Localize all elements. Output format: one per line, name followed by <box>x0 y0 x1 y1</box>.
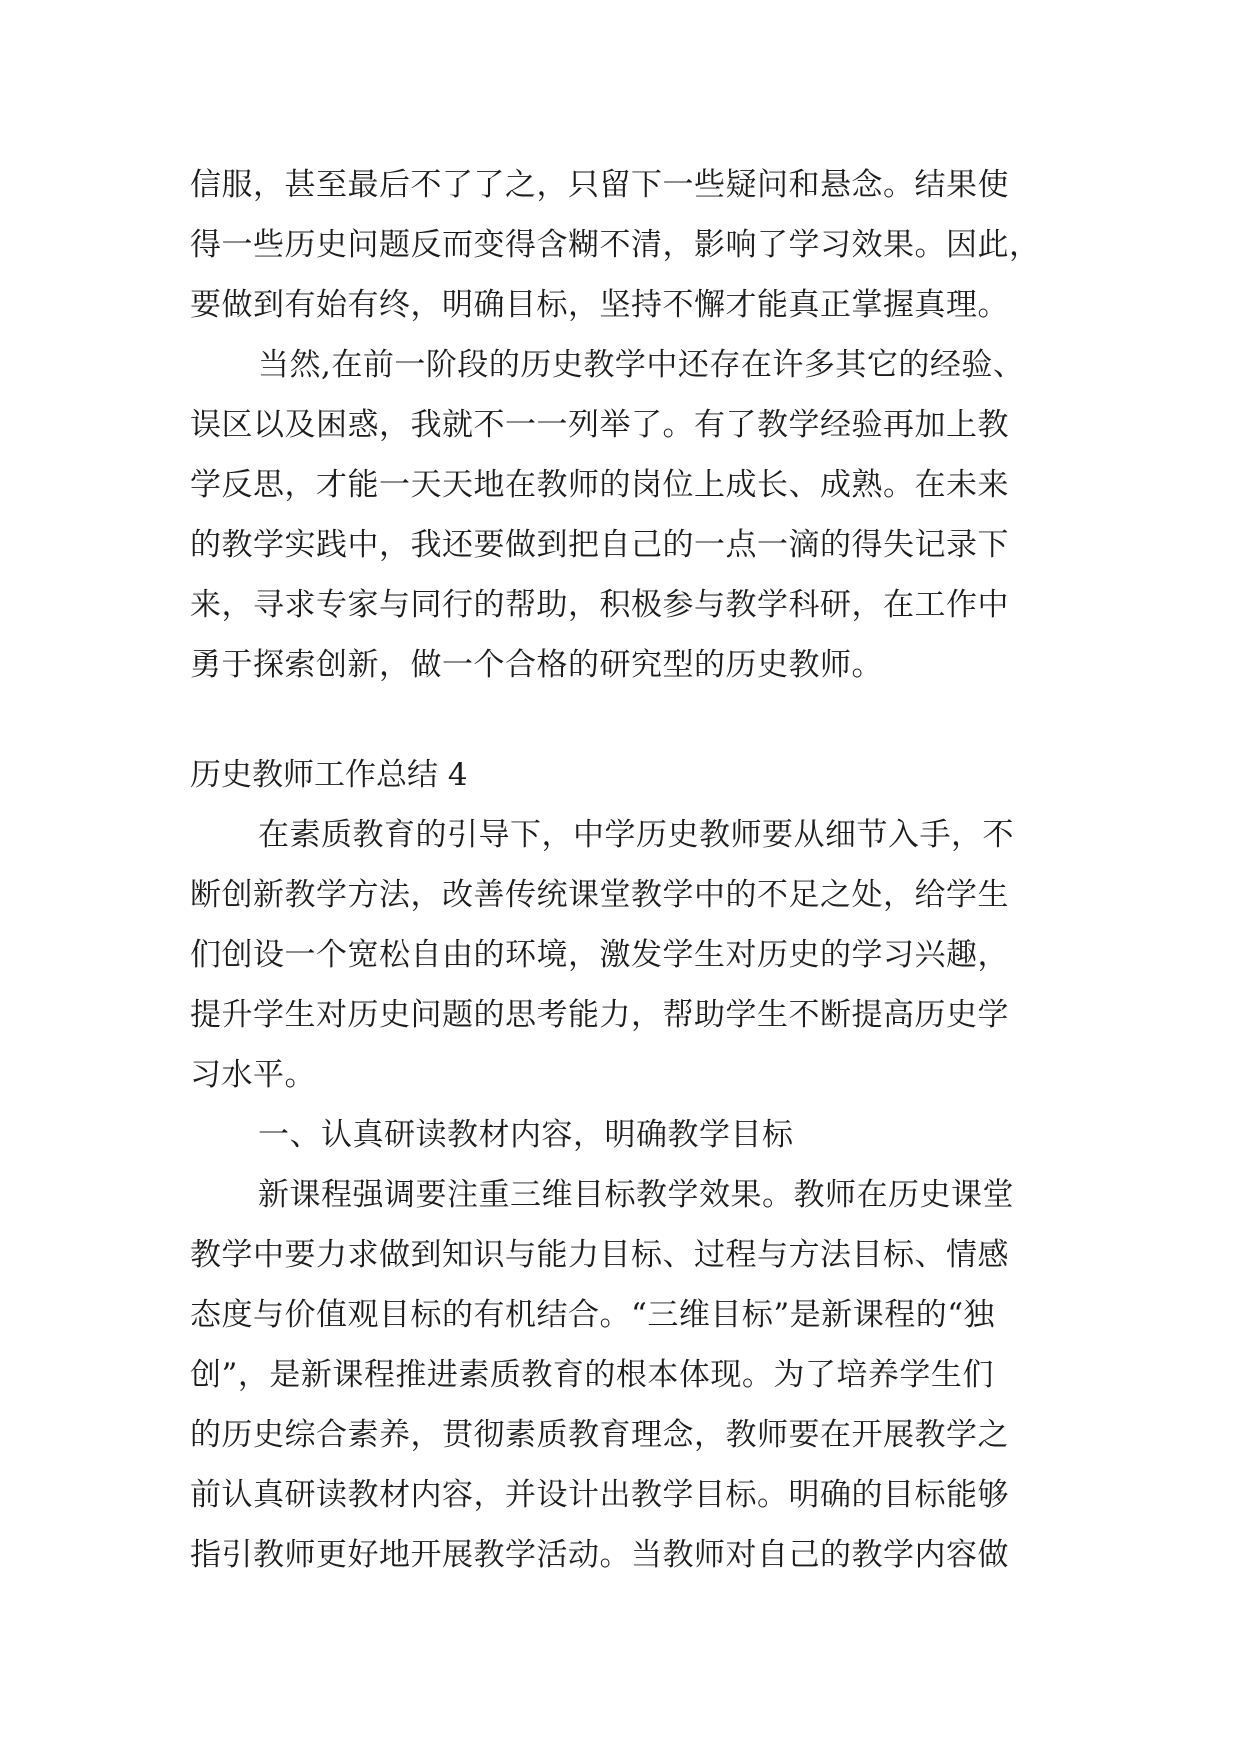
section-gap <box>190 695 1070 745</box>
text-line: 态度与价值观目标的有机结合。“三维目标”是新课程的“独 <box>190 1297 996 1333</box>
text-line: 学反思，才能一天天地在教师的岗位上成长、成熟。在未来 <box>190 467 1009 503</box>
text-line: 的历史综合素养，贯彻素质教育理念，教师要在开展教学之 <box>190 1417 1009 1453</box>
text-line: 前认真研读教材内容，并设计出教学目标。明确的目标能够 <box>190 1477 1009 1513</box>
text-line: 指引教师更好地开展教学活动。当教师对自己的教学内容做 <box>190 1537 1009 1573</box>
subsection-heading: 一、认真研读教材内容，明确教学目标 <box>258 1117 794 1153</box>
text-line: 当然,在前一阶段的历史教学中还存在许多其它的经验、 <box>258 347 1025 383</box>
paragraph-intro <box>190 805 1070 1105</box>
text-line: 误区以及困惑，我就不一一列举了。有了教学经验再加上教 <box>190 407 1009 443</box>
text-line: 得一些历史问题反而变得含糊不清，影响了学习效果。因此， <box>190 227 1041 263</box>
paragraph-continuation <box>190 155 1070 335</box>
text-line: 断创新教学方法，改善传统课堂教学中的不足之处，给学生 <box>190 877 1009 913</box>
text-line: 们创设一个宽松自由的环境，激发学生对历史的学习兴趣， <box>190 937 1009 973</box>
text-line: 教学中要力求做到知识与能力目标、过程与方法目标、情感 <box>190 1237 1009 1273</box>
text-line: 来，寻求专家与同行的帮助，积极参与教学科研，在工作中 <box>190 587 1009 623</box>
text-line: 创”，是新课程推进素质教育的根本体现。为了培养学生们 <box>190 1357 994 1393</box>
document-page <box>190 155 1070 1585</box>
paragraph-three-dimensional-goals <box>190 1165 1070 1585</box>
text-line: 新课程强调要注重三维目标教学效果。教师在历史课堂 <box>258 1177 1014 1213</box>
text-line: 要做到有始有终，明确目标，坚持不懈才能真正掌握真理。 <box>190 287 1009 323</box>
text-line: 勇于探索创新，做一个合格的研究型的历史教师。 <box>190 647 883 683</box>
text-line: 习水平。 <box>190 1057 316 1093</box>
section-heading: 历史教师工作总结 4 <box>190 757 468 793</box>
text-line: 的教学实践中，我还要做到把自己的一点一滴的得失记录下 <box>190 527 1009 563</box>
text-line: 提升学生对历史问题的思考能力，帮助学生不断提高历史学 <box>190 997 1009 1033</box>
text-line: 在素质教育的引导下，中学历史教师要从细节入手，不 <box>258 817 1014 853</box>
paragraph-reflection <box>190 335 1070 695</box>
text-line: 信服，甚至最后不了了之，只留下一些疑问和悬念。结果使 <box>190 167 1009 203</box>
